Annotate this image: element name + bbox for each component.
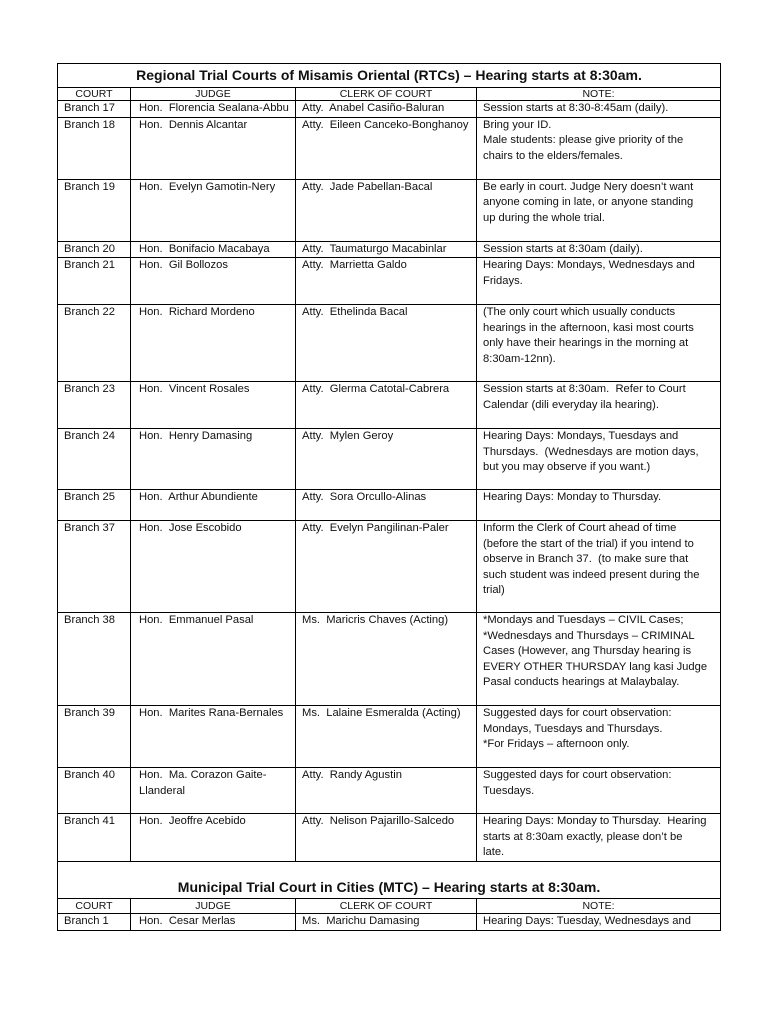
note-cell: [477, 429, 721, 490]
clerk-cell: Atty. Mylen Geroy: [296, 429, 477, 490]
court-schedule-table: [57, 63, 721, 931]
note-line: chairs to the elders/females.: [483, 149, 623, 162]
table-row: [58, 179, 721, 241]
court-cell: Branch 22: [58, 305, 131, 382]
clerk-cell: Atty. Marrietta Galdo: [296, 258, 477, 305]
judge-cell: Hon. Dennis Alcantar: [131, 117, 296, 179]
judge-cell: Hon. Richard Mordeno: [131, 305, 296, 382]
table-row: [58, 913, 721, 930]
table-row: [58, 706, 721, 768]
table-row: [58, 814, 721, 862]
court-cell: Branch 24: [58, 429, 131, 490]
judge-cell: Hon. Evelyn Gamotin-Nery: [131, 179, 296, 241]
note-line: Session starts at 8:30am (daily).: [483, 242, 643, 255]
court-cell: Branch 38: [58, 613, 131, 706]
note-line: Bring your ID.: [483, 118, 552, 131]
judge-cell: Hon. Jeoffre Acebido: [131, 814, 296, 862]
note-cell: [477, 101, 721, 118]
note-line: Suggested days for court observation:: [483, 707, 672, 719]
note-line: Mondays, Tuesdays and Thursdays.: [483, 722, 663, 735]
header-clerk-of-court: CLERK OF COURT: [296, 898, 477, 913]
rtc-section-title: Regional Trial Courts of Misamis Oriental (RTCs) – Hearing starts at 8:30am.: [58, 64, 721, 88]
note-line: Suggested days for court observation:: [483, 769, 672, 781]
note-line: late.: [483, 846, 505, 858]
note-line: Male students: please give priority of the: [483, 134, 684, 146]
note-line: Cases (However, ang Thursday hearing is: [483, 645, 692, 657]
judge-cell: Hon. Florencia Sealana-Abbu: [131, 101, 296, 118]
header-note: NOTE:: [477, 898, 721, 913]
mtc-header-row: [58, 898, 721, 913]
note-line: (before the start of the trial) if you intend to: [483, 537, 694, 550]
clerk-cell: Atty. Eileen Canceko-Bonghanoy: [296, 117, 477, 179]
clerk-cell: Ms. Marichu Damasing: [296, 913, 477, 930]
note-cell: [477, 706, 721, 768]
clerk-cell: Ms. Lalaine Esmeralda (Acting): [296, 706, 477, 768]
mtc-section-title: Municipal Trial Court in Cities (MTC) – Hearing starts at 8:30am.: [58, 861, 721, 898]
clerk-cell: Atty. Taumaturgo Macabinlar: [296, 241, 477, 258]
table-row: [58, 117, 721, 179]
clerk-cell: Atty. Ethelinda Bacal: [296, 305, 477, 382]
note-line: Hearing Days: Mondays, Tuesdays and: [483, 430, 679, 442]
note-line: Hearing Days: Monday to Thursday.: [483, 491, 662, 503]
header-note: NOTE:: [477, 88, 721, 101]
table-row: [58, 768, 721, 814]
note-cell: [477, 117, 721, 179]
note-cell: [477, 814, 721, 862]
judge-cell: Hon. Marites Rana-Bernales: [131, 706, 296, 768]
court-cell: Branch 41: [58, 814, 131, 862]
note-line: *Wednesdays and Thursdays – CRIMINAL: [483, 629, 695, 642]
note-line: 8:30am-12nn).: [483, 352, 556, 365]
table-row: [58, 305, 721, 382]
note-line: *Mondays and Tuesdays – CIVIL Cases;: [483, 614, 684, 626]
header-court: COURT: [58, 88, 131, 101]
judge-cell: Hon. Vincent Rosales: [131, 382, 296, 429]
note-line: but you may observe if you want.): [483, 461, 651, 473]
note-cell: [477, 613, 721, 706]
note-line: up during the whole trial.: [483, 211, 605, 224]
note-line: hearings in the afternoon, kasi most courts: [483, 321, 694, 334]
note-line: Thursdays. (Wednesdays are motion days,: [483, 445, 699, 458]
note-line: such student was indeed present during the: [483, 568, 700, 581]
rtc-header-row: [58, 88, 721, 101]
judge-cell: Hon. Bonifacio Macabaya: [131, 241, 296, 258]
court-cell: Branch 20: [58, 241, 131, 258]
court-cell: Branch 25: [58, 490, 131, 521]
note-line: Be early in court. Judge Nery doesn’t want: [483, 180, 694, 193]
rtc-title-row: [58, 64, 721, 88]
table-row: [58, 258, 721, 305]
note-cell: [477, 521, 721, 613]
clerk-cell: Atty. Evelyn Pangilinan-Paler: [296, 521, 477, 613]
note-cell: [477, 382, 721, 429]
clerk-cell: Atty. Anabel Casiño-Baluran: [296, 101, 477, 118]
court-cell: Branch 17: [58, 101, 131, 118]
clerk-cell: Atty. Randy Agustin: [296, 768, 477, 814]
judge-cell: Hon. Emmanuel Pasal: [131, 613, 296, 706]
court-cell: Branch 1: [58, 913, 131, 930]
table-row: [58, 429, 721, 490]
note-line: Session starts at 8:30am. Refer to Court: [483, 383, 686, 395]
judge-cell: Hon. Arthur Abundiente: [131, 490, 296, 521]
note-line: Calendar (dili everyday ila hearing).: [483, 398, 659, 411]
note-line: Inform the Clerk of Court ahead of time: [483, 522, 677, 534]
judge-cell: Hon. Ma. Corazon Gaite-Llanderal: [131, 768, 296, 814]
court-cell: Branch 37: [58, 521, 131, 613]
note-line: anyone coming in late, or anyone standing: [483, 196, 694, 208]
note-line: only have their hearings in the morning at: [483, 337, 689, 349]
note-line: Hearing Days: Mondays, Wednesdays and: [483, 259, 695, 271]
table-row: [58, 382, 721, 429]
court-cell: Branch 19: [58, 179, 131, 241]
clerk-cell: Atty. Nelison Pajarillo-Salcedo: [296, 814, 477, 862]
note-line: trial): [483, 584, 505, 596]
judge-cell: Hon. Cesar Merlas: [131, 913, 296, 930]
judge-cell: Hon. Henry Damasing: [131, 429, 296, 490]
table-row: [58, 490, 721, 521]
mtc-rows: [58, 913, 721, 930]
note-cell: [477, 258, 721, 305]
note-line: EVERY OTHER THURSDAY lang kasi Judge: [483, 660, 708, 673]
note-line: Tuesdays.: [483, 784, 535, 797]
clerk-cell: Atty. Sora Orcullo-Alinas: [296, 490, 477, 521]
table-row: [58, 241, 721, 258]
header-judge: JUDGE: [131, 88, 296, 101]
judge-cell: Hon. Gil Bollozos: [131, 258, 296, 305]
note-line: Hearing Days: Tuesday, Wednesdays and: [483, 914, 691, 927]
table-row: [58, 613, 721, 706]
rtc-section-head: [58, 64, 721, 101]
note-line: *For Fridays – afternoon only.: [483, 738, 630, 750]
court-cell: Branch 39: [58, 706, 131, 768]
header-judge: JUDGE: [131, 898, 296, 913]
court-cell: Branch 40: [58, 768, 131, 814]
clerk-cell: Ms. Maricris Chaves (Acting): [296, 613, 477, 706]
court-cell: Branch 23: [58, 382, 131, 429]
note-cell: [477, 179, 721, 241]
note-line: Pasal conducts hearings at Malaybalay.: [483, 676, 680, 688]
note-cell: [477, 305, 721, 382]
judge-cell: Hon. Jose Escobido: [131, 521, 296, 613]
note-line: Hearing Days: Monday to Thursday. Hearing: [483, 815, 707, 827]
note-cell: [477, 913, 721, 930]
note-cell: [477, 490, 721, 521]
mtc-section-head: [58, 861, 721, 913]
header-court: COURT: [58, 898, 131, 913]
note-line: (The only court which usually conducts: [483, 306, 676, 318]
clerk-cell: Atty. Jade Pabellan-Bacal: [296, 179, 477, 241]
header-clerk-of-court: CLERK OF COURT: [296, 88, 477, 101]
note-cell: [477, 768, 721, 814]
note-line: Session starts at 8:30-8:45am (daily).: [483, 102, 669, 114]
court-cell: Branch 18: [58, 117, 131, 179]
clerk-cell: Atty. Glerma Catotal-Cabrera: [296, 382, 477, 429]
rtc-rows: [58, 101, 721, 862]
note-line: Fridays.: [483, 274, 523, 287]
court-cell: Branch 21: [58, 258, 131, 305]
note-line: starts at 8:30am exactly, please don’t be: [483, 830, 683, 843]
table-row: [58, 101, 721, 118]
mtc-title-row: [58, 861, 721, 898]
table-row: [58, 521, 721, 613]
note-cell: [477, 241, 721, 258]
note-line: observe in Branch 37. (to make sure that: [483, 553, 689, 565]
